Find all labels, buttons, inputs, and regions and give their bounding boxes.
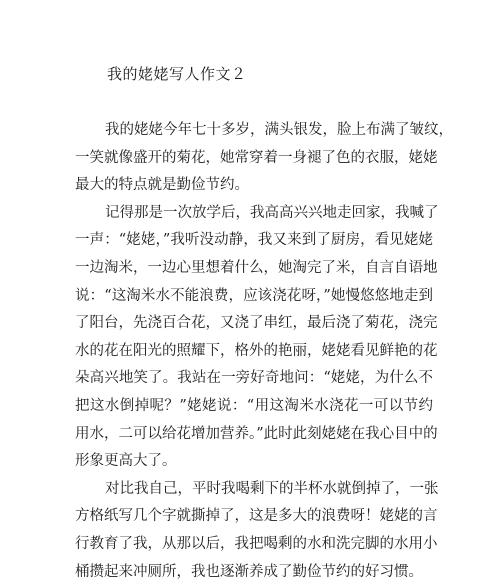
text-line: 方格纸写几个字就撕掉了，这是多大的浪费呀！姥姥的言 <box>75 503 433 531</box>
text-line: 行教育了我，从那以后，我把喝剩的水和洗完脚的水用小 <box>75 531 433 559</box>
text-line: 说：“这淘米水不能浪费，应该浇花呀，”她慢悠悠地走到 <box>75 283 433 311</box>
text-line: 了阳台，先浇百合花，又浇了串红，最后浇了菊花，浇完 <box>75 310 433 338</box>
text-line: 水的花在阳光的照耀下，格外的艳丽，姥姥看见鲜艳的花 <box>75 338 433 366</box>
text-line: 桶攒起来冲厕所，我也逐渐养成了勤俭节约的好习惯。 <box>75 559 433 586</box>
text-line: 一笑就像盛开的菊花，她常穿着一身褪了色的衣服，姥姥 <box>75 145 433 173</box>
text-line: 用水，二可以给花增加营养。”此时此刻姥姥在我心目中的 <box>75 421 433 449</box>
text-line: 形象更高大了。 <box>75 448 433 476</box>
text-line: 一边淘米，一边心里想着什么，她淘完了米，自言自语地 <box>75 255 433 283</box>
text-line: 把这水倒掉呢？”姥姥说：“用这淘米水浇花一可以节约 <box>75 393 433 421</box>
text-line: 朵高兴地笑了。我站在一旁好奇地问：“姥姥，为什么不 <box>75 365 433 393</box>
text-line: 我的姥姥今年七十多岁，满头银发，脸上布满了皱纹， <box>75 117 433 145</box>
text-line: 对比我自己，平时我喝剩下的半杯水就倒掉了，一张 <box>75 476 433 504</box>
text-line: 一声：“姥姥，”我听没动静，我又来到了厨房，看见姥姥 <box>75 227 433 255</box>
text-line: 最大的特点就是勤俭节约。 <box>75 172 433 200</box>
document-body <box>75 117 433 586</box>
document-title: 我的姥姥写人作文２ <box>107 64 247 84</box>
text-line: 记得那是一次放学后，我高高兴兴地走回家，我喊了 <box>75 200 433 228</box>
